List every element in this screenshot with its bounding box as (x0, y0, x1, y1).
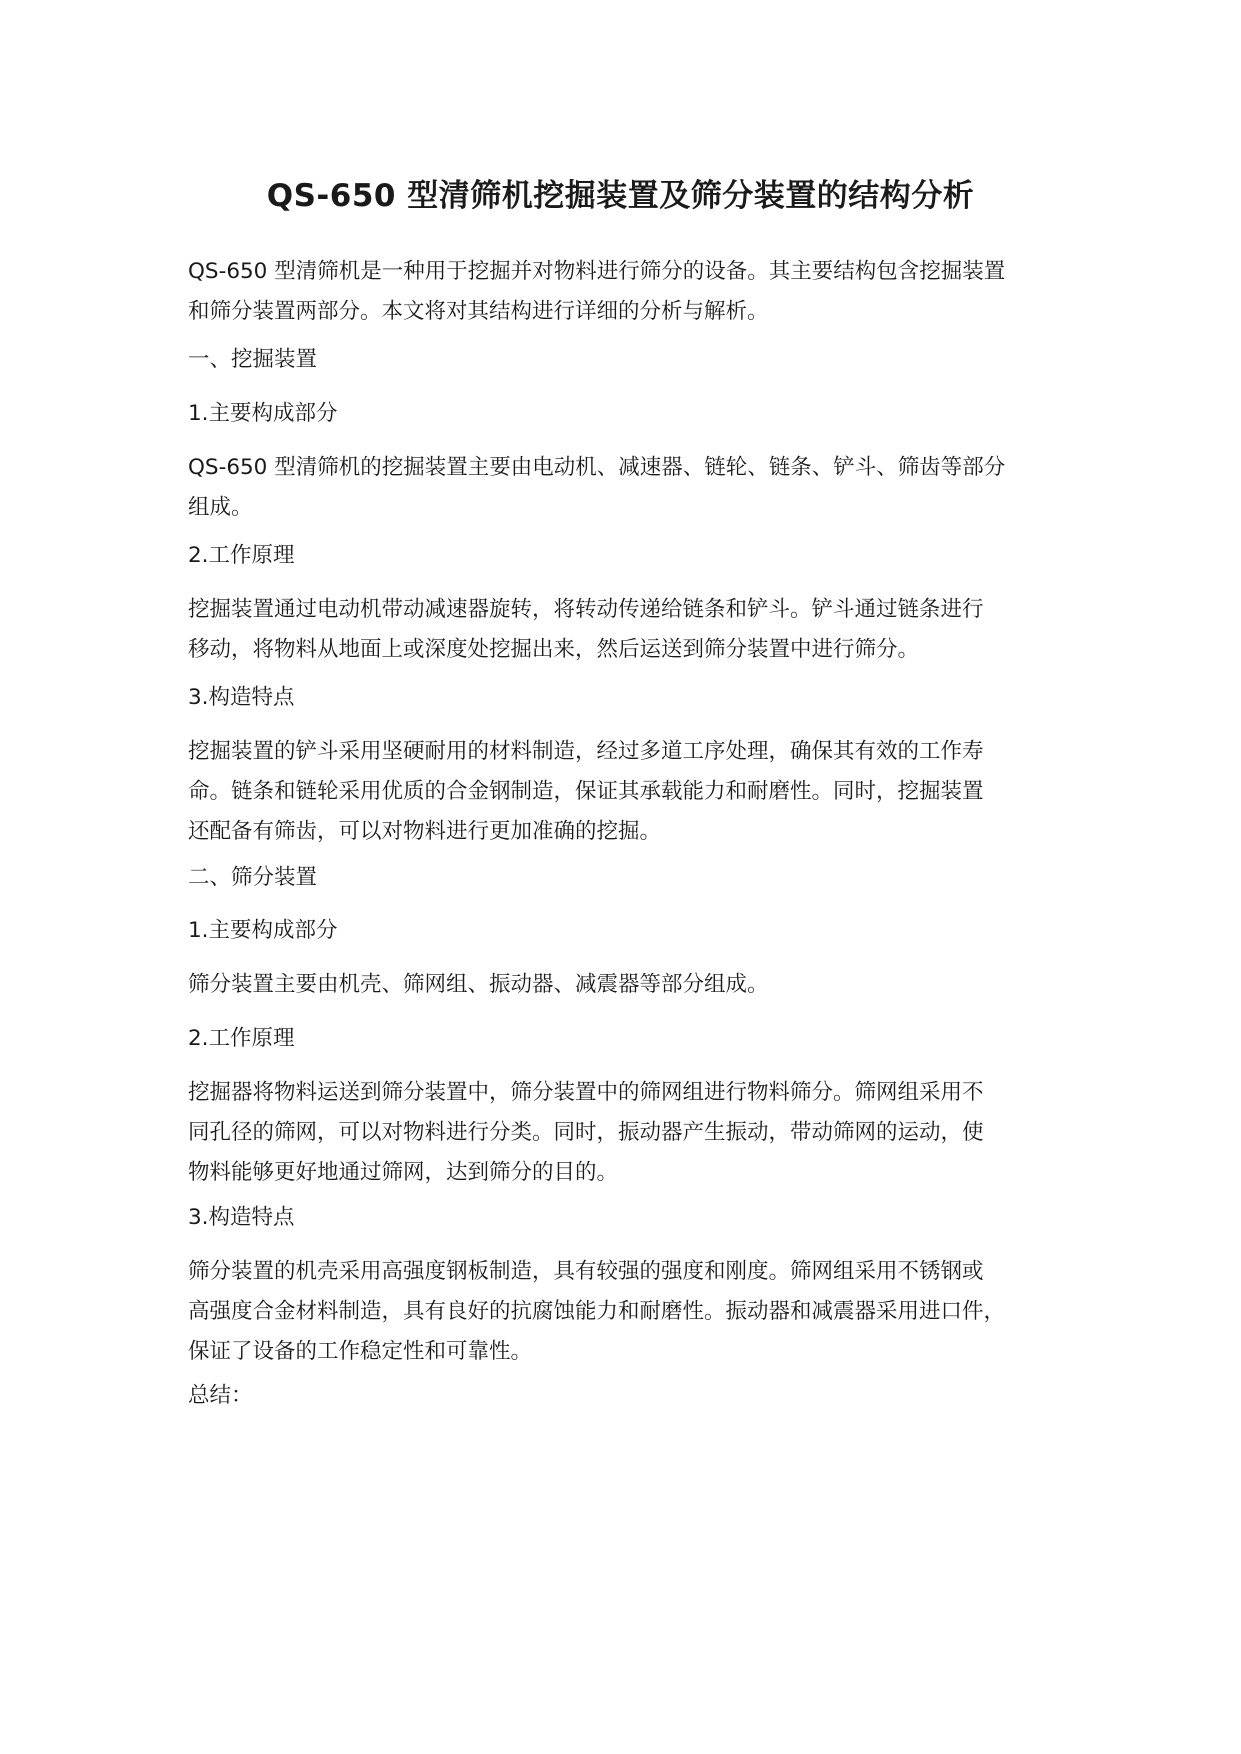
document-title: QS-650 型清筛机挖掘装置及筛分装置的结构分析 (266, 178, 975, 214)
text-line: 3.构造特点 (188, 685, 295, 710)
summary-heading (188, 1376, 1088, 1416)
text-line: 命。链条和链轮采用优质的合金钢制造，保证其承载能力和耐磨性。同时，挖掘装置 (188, 779, 984, 804)
subheading-components (188, 911, 1088, 951)
text-line: 挖掘器将物料运送到筛分装置中，筛分装置中的筛网组进行物料筛分。筛网组采用不 (188, 1080, 984, 1105)
screening-features-paragraph (188, 1252, 1088, 1372)
text-line: 3.构造特点 (188, 1205, 295, 1230)
text-line: 同孔径的筛网，可以对物料进行分类。同时，振动器产生振动，带动筛网的运动，使 (188, 1120, 984, 1145)
excavation-principle-paragraph (188, 590, 1088, 670)
screening-components-paragraph (188, 965, 1088, 1005)
text-line: 挖掘装置的铲斗采用坚硬耐用的材料制造，经过多道工序处理，确保其有效的工作寿 (188, 739, 984, 764)
text-line: 1.主要构成部分 (188, 401, 338, 426)
section-heading-screening (188, 858, 1088, 898)
text-line: 和筛分装置两部分。本文将对其结构进行详细的分析与解析。 (188, 299, 769, 324)
text-line: 总结： (188, 1383, 253, 1408)
subheading-working-principle (188, 536, 1088, 576)
excavation-features-paragraph (188, 732, 1088, 852)
text-line: QS-650 型清筛机的挖掘装置主要由电动机、减速器、链轮、链条、铲斗、筛齿等部分 (188, 455, 1006, 480)
subheading-working-principle (188, 1019, 1088, 1059)
text-line: 移动，将物料从地面上或深度处挖掘出来，然后运送到筛分装置中进行筛分。 (188, 637, 920, 662)
section-heading-excavation (188, 340, 1088, 380)
text-line: 物料能够更好地通过筛网，达到筛分的目的。 (188, 1160, 619, 1185)
text-line: 1.主要构成部分 (188, 918, 338, 943)
text-line: QS-650 型清筛机是一种用于挖掘并对物料进行筛分的设备。其主要结构包含挖掘装置 (188, 259, 1006, 284)
screening-principle-paragraph (188, 1073, 1088, 1193)
text-line: 挖掘装置通过电动机带动减速器旋转，将转动传递给链条和铲斗。铲斗通过链条进行 (188, 597, 984, 622)
text-line: 2.工作原理 (188, 543, 295, 568)
subheading-components (188, 394, 1088, 434)
text-line: 二、筛分装置 (188, 865, 318, 890)
text-line: 保证了设备的工作稳定性和可靠性。 (188, 1339, 533, 1364)
text-line: 2.工作原理 (188, 1026, 295, 1051)
intro-paragraph (188, 252, 1088, 332)
text-line: 一、挖掘装置 (188, 347, 318, 372)
subheading-construction-features (188, 1198, 1088, 1238)
text-line: 筛分装置的机壳采用高强度钢板制造，具有较强的强度和刚度。筛网组采用不锈钢或 (188, 1259, 984, 1284)
text-line: 组成。 (188, 495, 253, 520)
text-line: 筛分装置主要由机壳、筛网组、振动器、减震器等部分组成。 (188, 972, 769, 997)
excavation-components-paragraph (188, 448, 1088, 528)
text-line: 高强度合金材料制造，具有良好的抗腐蚀能力和耐磨性。振动器和减震器采用进口件， (188, 1299, 1006, 1324)
subheading-construction-features (188, 678, 1088, 718)
text-line: 还配备有筛齿，可以对物料进行更加准确的挖掘。 (188, 819, 662, 844)
